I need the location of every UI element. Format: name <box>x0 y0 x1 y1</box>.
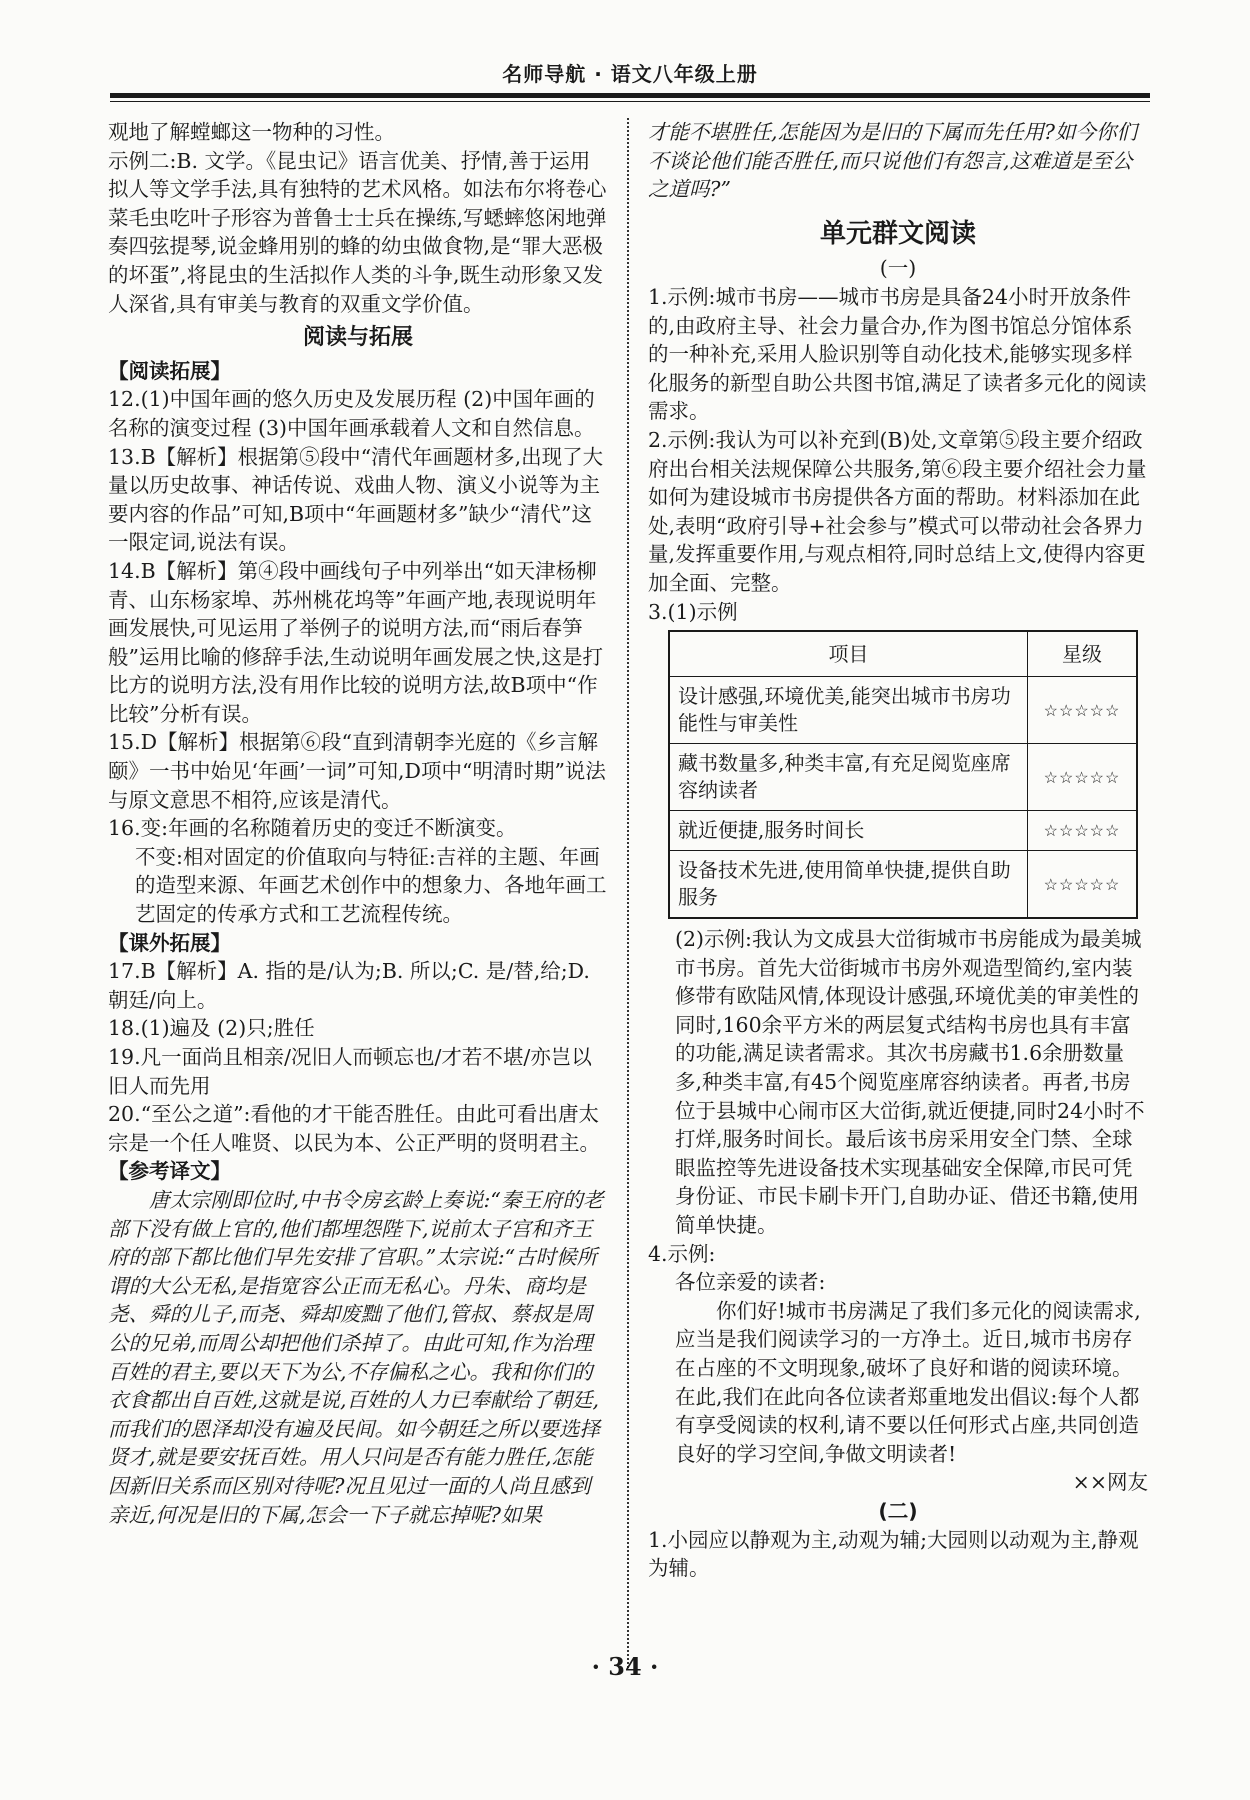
table-row <box>669 744 1137 811</box>
answer-item: 13.B【解析】根据第⑤段中“清代年画题材多,出现了大量以历史故事、神话传说、戏曲人物、演义小说等为主要内容的作品”可知,B项中“年画题材多”缺少“清代”这一限定词,说法有误。 <box>108 444 604 555</box>
table-cell: 设备技术先进,使用简单快捷,提供自助服务 <box>669 851 1028 919</box>
column-divider <box>627 118 629 1668</box>
answer-item: 14.B【解析】第④段中画线句子中列举出“如天津杨柳青、山东杨家埠、苏州桃花坞等”年画产地,表现说明年画发展快,可见运用了举例子的说明方法,而“雨后春笋般”运用比喻的修辞手法,生动说明年画发展之快,这是打比方的说明方法,没有用作比较的说明方法,故B项中“作比较”分析有误。 <box>108 558 604 726</box>
section-title: 阅读与拓展 <box>302 325 413 351</box>
running-header: 名师导航 · 语文八年级上册 <box>502 62 758 86</box>
table-row <box>669 851 1137 919</box>
table-row <box>669 677 1137 744</box>
answer-item: 15.D【解析】根据第⑥段“直到清朝李光庭的《乡言解颐》一书中始见‘年画’一词”可知,D项中“明清时期”说法与原文意思不相符,应该是清代。 <box>108 730 606 812</box>
star-rating: ☆☆☆☆☆ <box>1028 677 1138 744</box>
answer-item-cont: 不变:相对固定的价值取向与特征:吉祥的主题、年画的造型来源、年画艺术创作中的想象力、各地年画工艺固定的传承方式和工艺流程传统。 <box>135 844 607 927</box>
header-rule-thick <box>110 93 1150 98</box>
star-rating: ☆☆☆☆☆ <box>1028 811 1138 851</box>
answer-item: 4.示例: <box>648 1241 716 1266</box>
table-cell: 就近便捷,服务时间长 <box>669 811 1028 851</box>
table-header: 星级 <box>1028 631 1138 677</box>
table-header: 项目 <box>669 631 1028 677</box>
intro-line: 观地了解螳螂这一物种的习性。 <box>108 120 395 144</box>
right-column <box>648 118 1148 1583</box>
intro-example: 示例二:B. 文学。《昆虫记》语言优美、抒情,善于运用拟人等文学手法,具有独特的艺术风格。如法布尔将卷心菜毛虫吃叶子形容为普鲁士士兵在操练,写蟋蟀悠闲地弹奏四弦提琴,说金蜂用别的蜂的幼虫做食物,是“罪大恶极的坏蛋”,将昆虫的生活拟作人类的斗争,既生动形象又发人深省,具有审美与教育的双重文学价值。 <box>108 148 607 316</box>
left-column <box>108 118 608 1529</box>
table-cell: 设计感强,环境优美,能突出城市书房功能性与审美性 <box>669 677 1028 744</box>
unit-title: 单元群文阅读 <box>819 218 976 249</box>
star-rating: ☆☆☆☆☆ <box>1028 851 1138 919</box>
subsection-2: (二) <box>878 1498 918 1523</box>
tag-reading: 【阅读拓展】 <box>108 358 231 383</box>
subsection-1: (一) <box>879 256 917 281</box>
translation-text: 唐太宗刚即位时,中书令房玄龄上奏说:“秦王府的老部下没有做上官的,他们都埋怨陛下,说前太子宫和齐王府的部下都比他们早先安排了官职。”太宗说:“古时候所谓的大公无私,是指宽容公正而无私心。丹朱、商均是尧、舜的儿子,而尧、舜却废黜了他们,管叔、蔡叔是周公的兄弟,而周公却把他们杀掉了。由此可知,作为治理百姓的君主,要以天下为公,不存偏私之心。我和你们的衣食都出自百姓,这就是说,百姓的人力已奉献给了朝廷,而我们的恩泽却没有遍及民间。如今朝廷之所以要选择贤才,就是要安抚百姓。用人只问是否有能力胜任,怎能因新旧关系而区别对待呢?况且见过一面的人尚且感到亲近,何况是旧的下属,怎会一下子就忘掉呢?如果 <box>108 1187 604 1527</box>
answer-item: 20.“至公之道”:看他的才干能否胜任。由此可看出唐太宗是一个任人唯贤、以民为本、公正严明的贤明君主。 <box>108 1102 600 1155</box>
letter-greeting: 各位亲爱的读者: <box>675 1270 826 1295</box>
page-number: · 34 · <box>591 1652 659 1681</box>
answer-item: 17.B【解析】A. 指的是/认为;B. 所以;C. 是/替,给;D. 朝廷/向上。 <box>108 959 590 1012</box>
rating-table <box>668 630 1138 919</box>
letter-body: 你们好!城市书房满足了我们多元化的阅读需求,应当是我们阅读学习的一方净土。近日,城市书房存在占座的不文明现象,破坏了良好和谐的阅读环境。在此,我们在此向各位读者郑重地发出倡议:每个人都有享受阅读的权利,请不要以任何形式占座,共同创造良好的学习空间,争做文明读者! <box>675 1298 1141 1466</box>
answer-item: 12.(1)中国年画的悠久历史及发展历程 (2)中国年画的名称的演变过程 (3)中国年画承载着人文和自然信息。 <box>108 387 595 440</box>
answer-item: 19.凡一面尚且相亲/况旧人而顿忘也/才若不堪/亦岂以旧人而先用 <box>108 1045 592 1098</box>
answer-item: 2.示例:我认为可以补充到(B)处,文章第⑤段主要介绍政府出台相关法规保障公共服务,第⑥段主要介绍社会力量如何为建设城市书房提供各方面的帮助。材料添加在此处,表明“政府引导+社会参与”模式可以带动社会各界力量,发挥重要作用,与观点相符,同时总结上文,使得内容更加全面、完整。 <box>648 427 1147 595</box>
answer-item: 1.小园应以静观为主,动观为辅;大园则以动观为主,静观为辅。 <box>648 1527 1139 1581</box>
answer-item: 1.示例:城市书房——城市书房是具备24小时开放条件的,由政府主导、社会力量合办,作为图书馆总分馆体系的一种补充,采用人脸识别等自动化技术,能够实现多样化服务的新型自助公共图书馆,满足了读者多元化的阅读需求。 <box>648 284 1147 424</box>
letter-signature: ××网友 <box>1072 1470 1148 1495</box>
tag-translation: 【参考译文】 <box>108 1159 231 1184</box>
translation-cont: 才能不堪胜任,怎能因为是旧的下属而先任用?如今你们不谈论他们能否胜任,而只说他们有怨言,这难道是至公之道吗?” <box>648 120 1138 202</box>
answer-item: 16.变:年画的名称随着历史的变迁不断演变。 <box>108 816 517 841</box>
tag-extra: 【课外拓展】 <box>108 930 231 955</box>
answer-item: 18.(1)遍及 (2)只;胜任 <box>108 1016 315 1041</box>
table-cell: 藏书数量多,种类丰富,有充足阅览座席容纳读者 <box>669 744 1028 811</box>
star-rating: ☆☆☆☆☆ <box>1028 744 1138 811</box>
answer-item-cont: (2)示例:我认为文成县大峃街城市书房能成为最美城市书房。首先大峃街城市书房外观造型简约,室内装修带有欧陆风情,体现设计感强,环境优美的审美性的同时,160余平方米的两层复式结构书房也具有丰富的功能,满足读者需求。其次书房藏书1.6余册数量多,种类丰富,有45个阅览座席容纳读者。再者,书房位于县城中心闹市区大峃街,就近便捷,同时24小时不打烊,服务时间长。最后该书房采用安全门禁、全球眼监控等先进设备技术实现基础安全保障,市民可凭身份证、市民卡刷卡开门,自助办证、借还书籍,使用简单快捷。 <box>675 927 1145 1238</box>
table-row <box>669 811 1137 851</box>
header-rule-thin <box>110 101 1150 102</box>
answer-item: 3.(1)示例 <box>648 599 738 624</box>
